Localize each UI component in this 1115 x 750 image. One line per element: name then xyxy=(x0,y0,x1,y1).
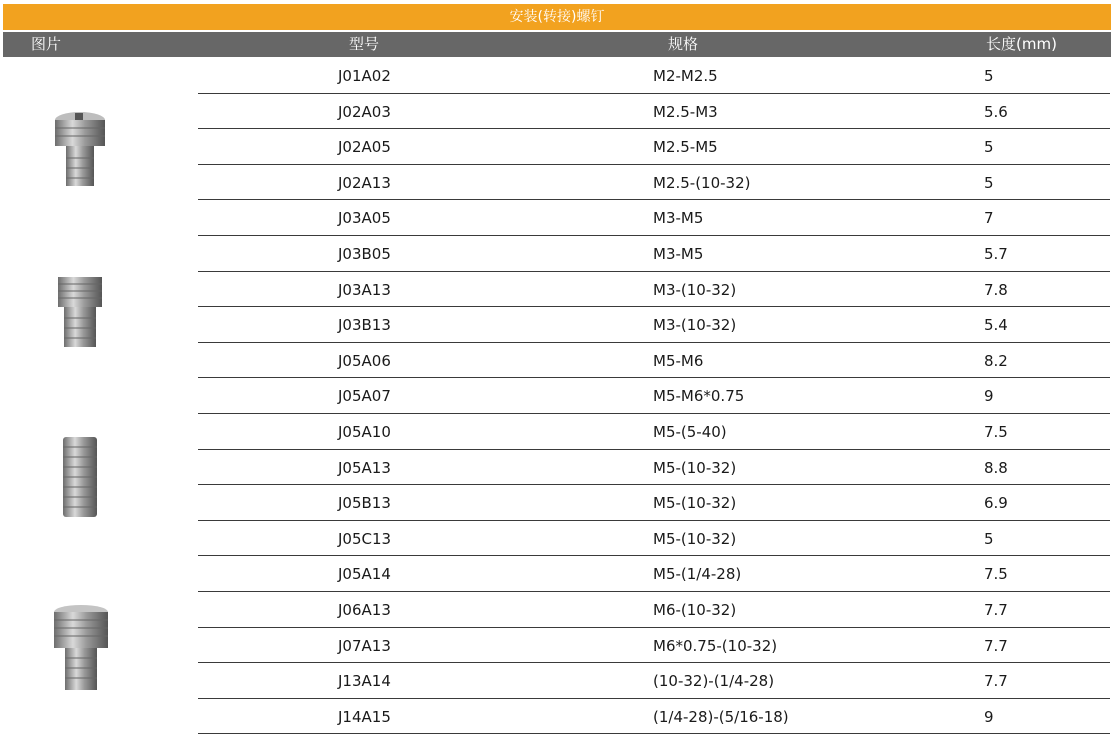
cell-length: 7.5 xyxy=(984,422,1008,441)
cell-spec: M6*0.75-(10-32) xyxy=(653,636,778,655)
cell-spec: M5-(10-32) xyxy=(653,494,737,513)
cell-model: J05A07 xyxy=(338,387,391,406)
cell-spec: M5-(5-40) xyxy=(653,422,727,441)
table-header xyxy=(3,32,1111,57)
cell-length: 5 xyxy=(984,67,994,85)
cell-length: 7.7 xyxy=(984,672,1008,691)
cell-length: 5.4 xyxy=(984,316,1008,335)
cell-length: 7.7 xyxy=(984,600,1008,619)
cell-length: 5.6 xyxy=(984,102,1008,121)
cell-spec: M2.5-M5 xyxy=(653,138,718,157)
table-row xyxy=(198,307,1110,343)
cell-spec: M2-M2.5 xyxy=(653,67,718,85)
table-body xyxy=(0,58,1115,734)
cell-length: 8.8 xyxy=(984,458,1008,477)
cell-length: 7.8 xyxy=(984,280,1008,299)
cell-spec: M6-(10-32) xyxy=(653,600,737,619)
table-row xyxy=(198,200,1110,236)
cell-model: J13A14 xyxy=(338,672,391,691)
table-row xyxy=(198,272,1110,308)
cell-spec: M5-(10-32) xyxy=(653,458,737,477)
cell-model: J02A05 xyxy=(338,138,391,157)
cell-model: J05A14 xyxy=(338,565,391,584)
table-row xyxy=(198,414,1110,450)
cell-spec: M5-(1/4-28) xyxy=(653,565,742,584)
cell-spec: M5-M6*0.75 xyxy=(653,387,745,406)
cell-model: J05B13 xyxy=(338,494,391,513)
table-title: 安装(转接)螺钉 xyxy=(3,4,1111,30)
cell-model: J05C13 xyxy=(338,529,392,548)
cell-length: 5 xyxy=(984,138,994,157)
cell-length: 9 xyxy=(984,707,994,726)
cell-length: 5.7 xyxy=(984,244,1008,263)
table-row xyxy=(198,58,1110,94)
header-picture: 图片 xyxy=(31,35,62,53)
table-row xyxy=(198,94,1110,130)
cell-length: 8.2 xyxy=(984,351,1008,370)
table-row xyxy=(198,343,1110,379)
table-row xyxy=(198,378,1110,414)
cell-spec: M2.5-M3 xyxy=(653,102,718,121)
cell-model: J06A13 xyxy=(338,600,391,619)
cell-model: J05A13 xyxy=(338,458,391,477)
header-model: 型号 xyxy=(349,35,380,53)
table-row xyxy=(198,699,1110,735)
table-row xyxy=(198,165,1110,201)
cell-spec: (10-32)-(1/4-28) xyxy=(653,672,775,691)
cell-model: J03A13 xyxy=(338,280,391,299)
cell-length: 5 xyxy=(984,173,994,192)
cell-spec: M2.5-(10-32) xyxy=(653,173,751,192)
cell-length: 7.5 xyxy=(984,565,1008,584)
cell-model: J05A10 xyxy=(338,422,391,441)
cell-model: J05A06 xyxy=(338,351,391,370)
table-row xyxy=(198,556,1110,592)
cell-model: J03A05 xyxy=(338,209,391,228)
header-spec: 规格 xyxy=(668,35,699,53)
cell-spec: M3-M5 xyxy=(653,209,704,228)
cell-model: J14A15 xyxy=(338,707,391,726)
table-row xyxy=(198,592,1110,628)
table-row xyxy=(198,521,1110,557)
cell-spec: M5-M6 xyxy=(653,351,704,370)
cell-model: J01A02 xyxy=(338,67,391,85)
table-row xyxy=(198,628,1110,664)
cell-length: 6.9 xyxy=(984,494,1008,513)
cell-length: 7.7 xyxy=(984,636,1008,655)
cell-spec: (1/4-28)-(5/16-18) xyxy=(653,707,789,726)
table-row xyxy=(198,236,1110,272)
cell-model: J03B13 xyxy=(338,316,391,335)
table-row xyxy=(198,663,1110,699)
cell-length: 9 xyxy=(984,387,994,406)
cell-spec: M3-(10-32) xyxy=(653,280,737,299)
header-length: 长度(mm) xyxy=(986,35,1057,53)
cell-model: J02A13 xyxy=(338,173,391,192)
table-row xyxy=(198,450,1110,486)
cell-spec: M5-(10-32) xyxy=(653,529,737,548)
cell-model: J03B05 xyxy=(338,244,391,263)
cell-length: 7 xyxy=(984,209,994,228)
cell-length: 5 xyxy=(984,529,994,548)
cell-model: J07A13 xyxy=(338,636,391,655)
table-row xyxy=(198,485,1110,521)
table-row xyxy=(198,129,1110,165)
cell-model: J02A03 xyxy=(338,102,391,121)
cell-spec: M3-(10-32) xyxy=(653,316,737,335)
cell-spec: M3-M5 xyxy=(653,244,704,263)
